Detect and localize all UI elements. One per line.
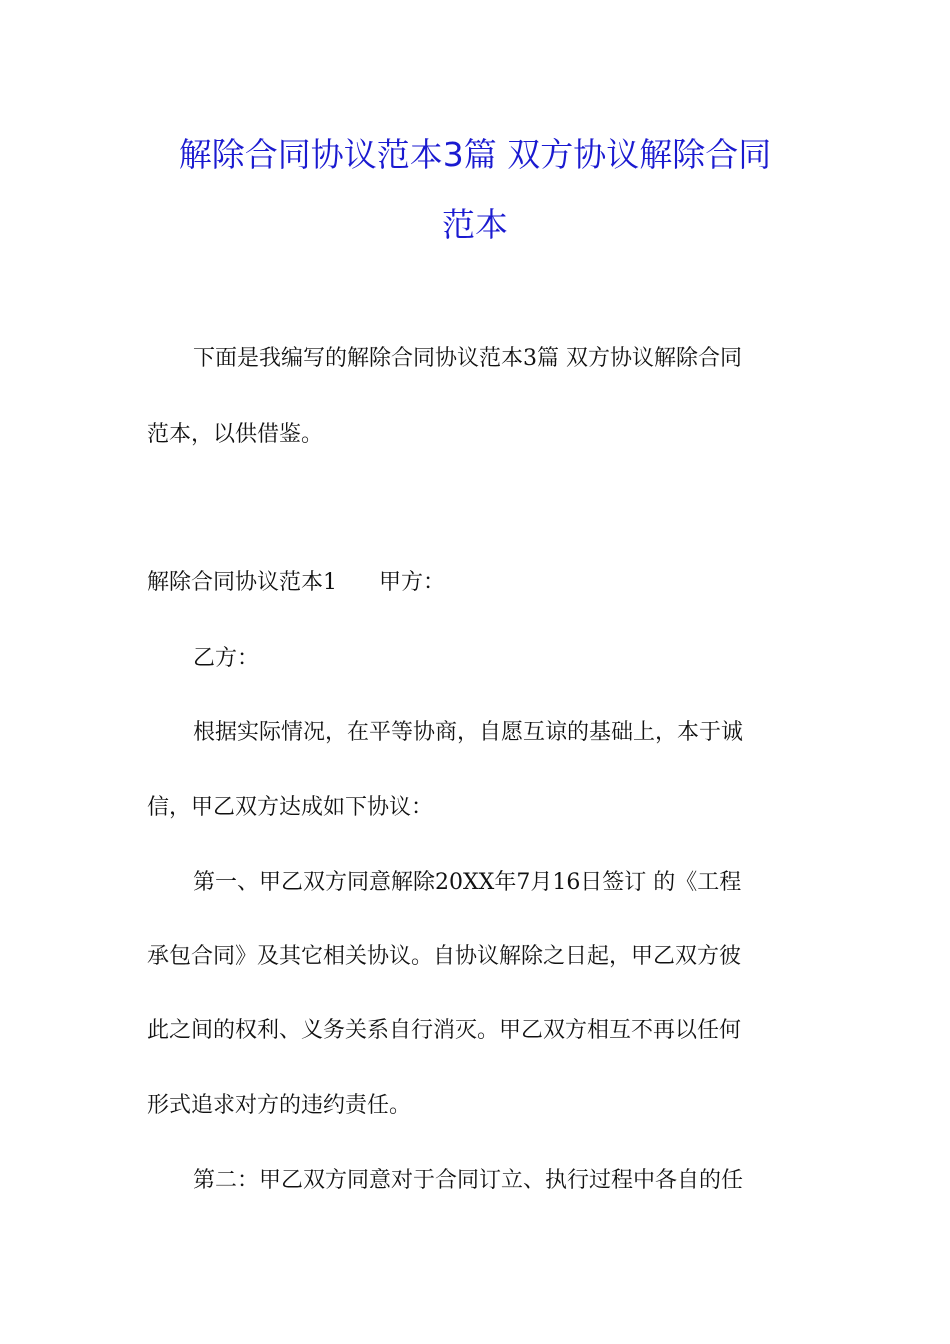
intro-paragraph-line-1: 下面是我编写的解除合同协议范本3篇 双方协议解除合同 — [193, 346, 742, 371]
clause-1-line-4: 形式追求对方的违约责任。 — [147, 1093, 412, 1118]
clause-2-line-1: 第二：甲乙双方同意对于合同订立、执行过程中各自的任 — [193, 1168, 744, 1193]
document-title-line-1: 解除合同协议范本3篇 双方协议解除合同 — [178, 135, 772, 174]
party-b-label: 乙方： — [193, 646, 260, 671]
clause-1-line-1: 第一、甲乙双方同意解除20XX年7月16日签订 的《工程 — [193, 870, 742, 895]
clause-1-line-3: 此之间的权利、义务关系自行消灭。甲乙双方相互不再以任何 — [147, 1018, 742, 1043]
preamble-line-1: 根据实际情况，在平等协商，自愿互谅的基础上，本于诚 — [193, 720, 744, 745]
section-heading-party-a: 解除合同协议范本1 甲方： — [147, 570, 445, 595]
intro-paragraph-line-2: 范本，以供借鉴。 — [147, 422, 324, 447]
preamble-line-2: 信，甲乙双方达成如下协议： — [147, 795, 434, 820]
clause-1-line-2: 承包合同》及其它相关协议。自协议解除之日起，甲乙双方彼 — [147, 944, 742, 969]
document-title-line-2: 范本 — [442, 205, 508, 244]
